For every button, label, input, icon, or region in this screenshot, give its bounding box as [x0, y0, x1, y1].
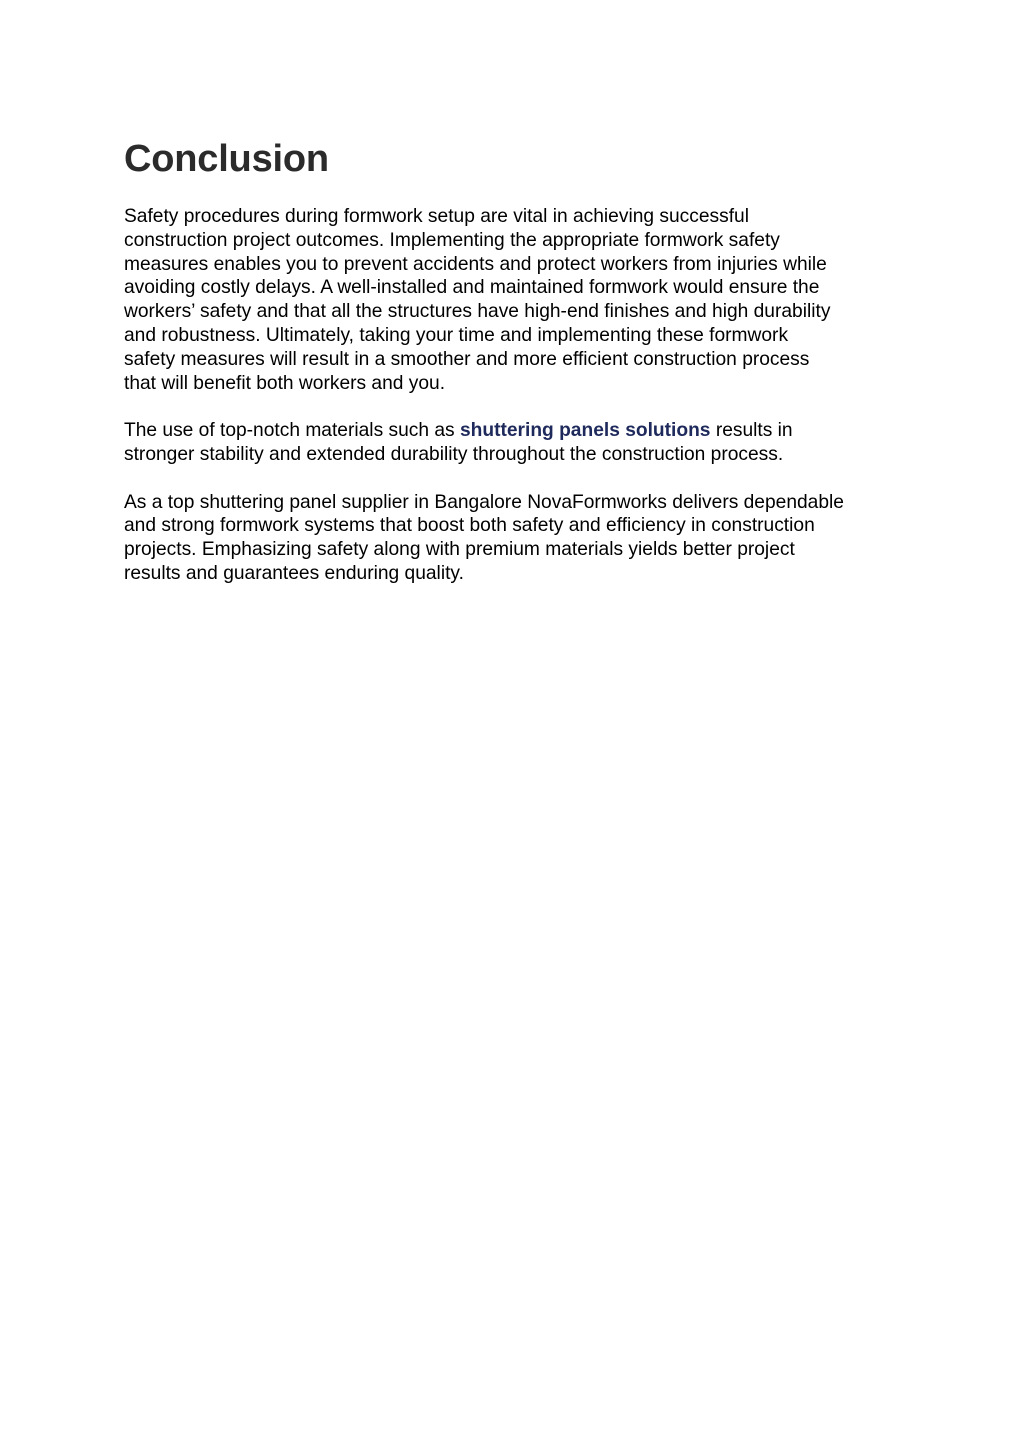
text-line: measures enables you to prevent accidents and protect workers from injuries while: [124, 253, 827, 275]
document-page: [124, 136, 924, 586]
text-after-link: results in: [710, 420, 793, 442]
text-line: As a top shuttering panel supplier in Bangalore NovaFormworks delivers dependable: [124, 491, 844, 513]
text-line: construction project outcomes. Implementing the appropriate formwork safety: [124, 229, 780, 251]
text-line: [124, 419, 924, 443]
paragraph-supplier: [124, 491, 924, 586]
shuttering-panels-link[interactable]: shuttering panels solutions: [459, 420, 711, 442]
text-line: that will benefit both workers and you.: [124, 372, 446, 394]
text-line: and robustness. Ultimately, taking your time and implementing these formwork: [124, 324, 789, 346]
text-line: and strong formwork systems that boost both safety and efficiency in construction: [124, 515, 815, 537]
text-line: Safety procedures during formwork setup are vital in achieving successful: [124, 206, 749, 227]
text-before-link: The use of top-notch materials such as: [124, 420, 460, 442]
paragraph-intro: [124, 205, 924, 395]
page-title: Conclusion: [124, 138, 329, 180]
text-line: results and guarantees enduring quality.: [124, 562, 464, 584]
text-line: workers’ safety and that all the structures have high-end finishes and high durability: [124, 301, 831, 323]
text-line: projects. Emphasizing safety along with premium materials yields better project: [124, 539, 795, 561]
text-line: stronger stability and extended durability throughout the construction process.: [124, 443, 784, 465]
paragraph-materials: [124, 419, 924, 467]
text-line: avoiding costly delays. A well-installed and maintained formwork would ensure the: [124, 277, 820, 299]
text-line: safety measures will result in a smoother and more efficient construction process: [124, 348, 810, 370]
